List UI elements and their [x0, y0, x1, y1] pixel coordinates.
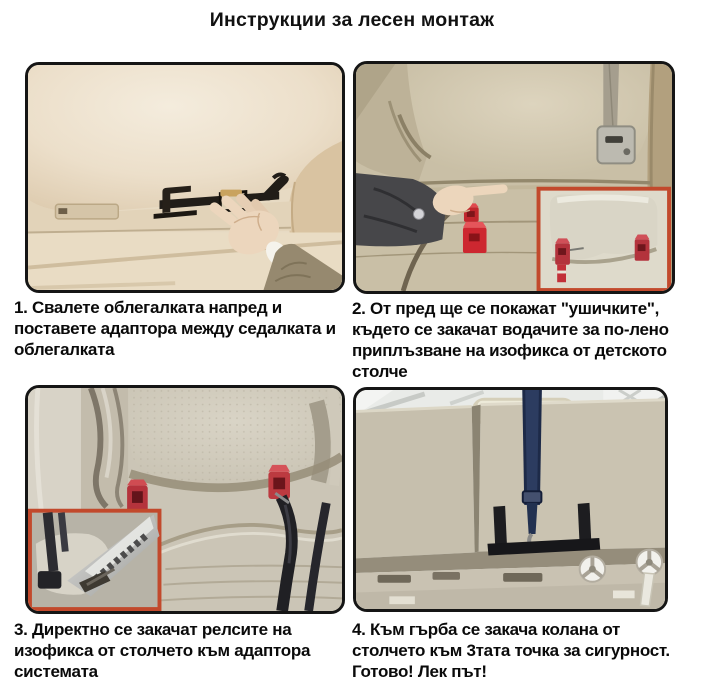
step-2-caption: 2. От пред ще се покажат "ушичките", където се закачат водачите за по-лено приплъзване на изофикса от детското столче: [352, 299, 669, 381]
detail-inset-rail: [30, 511, 160, 609]
step-4-photo: [353, 387, 668, 612]
recline-wheel-right: [637, 550, 663, 575]
recline-wheel-left: [580, 556, 606, 581]
step-3-photo: [25, 385, 345, 614]
sleeve-button: [413, 209, 424, 220]
isofix-guide-right: [268, 465, 290, 499]
page-title: Инструкции за лесен монтаж: [209, 9, 495, 31]
floor-slot-3: [503, 573, 542, 582]
isofix-guide-large: [463, 222, 487, 253]
strap-adjuster: [523, 491, 542, 503]
step-2-photo: [353, 61, 675, 294]
floor-slot-2: [433, 572, 460, 580]
floor-label-right: [613, 591, 635, 599]
side-panel: [332, 388, 336, 485]
left-seatback: [356, 407, 475, 559]
step-1-illustration: [28, 65, 342, 290]
step-3-illustration: [28, 388, 342, 611]
step-4-caption: 4. Към гърба се закача колана от столчето към 3тата точка за сигурност. Готово! Лек път!: [352, 620, 670, 681]
pointing-finger: [460, 189, 503, 193]
detail-inset-guides: [539, 189, 670, 290]
recess-slot: [58, 208, 67, 214]
floor-label-left: [389, 596, 415, 604]
right-seatback: [479, 400, 665, 552]
step-1-caption: 1. Свалете облегалката напред и поставете адаптора между седалката и облегалката: [14, 298, 336, 359]
step-3-caption: 3. Директно се закачат релсите на изофикса от столчето към адаптора системата: [14, 620, 311, 681]
step-2-illustration: [356, 64, 672, 291]
step-4-illustration: [356, 390, 665, 609]
floor-slot-1: [378, 575, 411, 583]
step-1-photo: [25, 62, 345, 293]
